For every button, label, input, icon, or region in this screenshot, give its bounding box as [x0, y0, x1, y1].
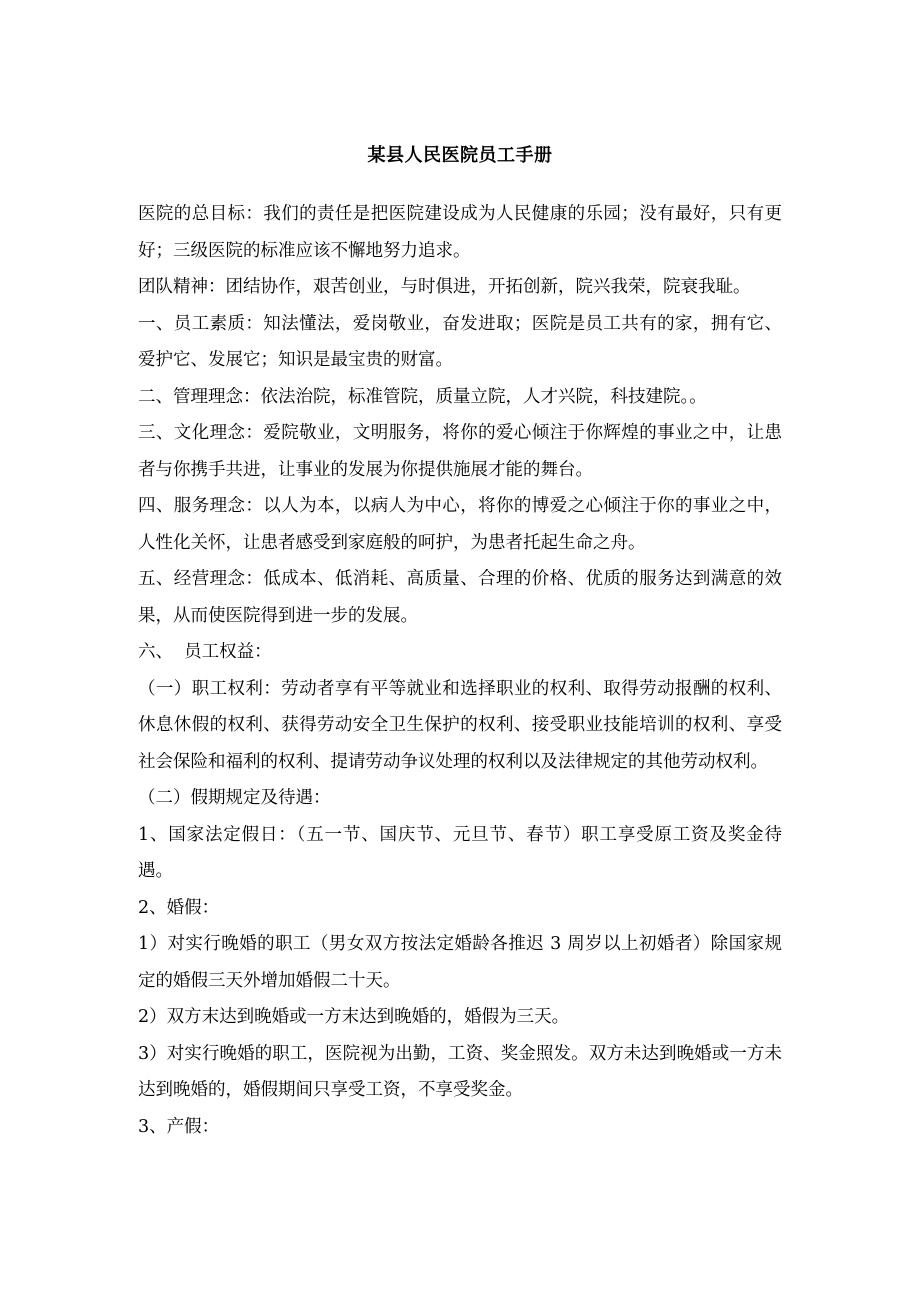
paragraph-staff-quality: 一、员工素质：知法懂法，爱岗敬业，奋发进取；医院是员工共有的家，拥有它、爱护它、发展它；知识是最宝贵的财富。 [138, 313, 782, 370]
document-body [138, 196, 782, 1145]
paragraph-general-goal: 医院的总目标：我们的责任是把医院建设成为人民健康的乐园；没有最好，只有更好；三级医院的标准应该不懈地努力追求。 [138, 204, 782, 261]
document-title: 某县人民医院员工手册 [367, 145, 553, 166]
paragraph-marriage-leave-2: 2）双方末达到晚婚或一方末达到晚婚的，婚假为三天。 [138, 1007, 570, 1027]
paragraph-marriage-leave-3: 3）对实行晚婚的职工，医院视为出勤，工资、奖金照发。双方未达到晚婚或一方未达到晚婚的，婚假期间只享受工资，不享受奖金。 [138, 1043, 782, 1100]
paragraph-business-concept: 五、经营理念：低成本、低消耗、高质量、合理的价格、优质的服务达到满意的效果，从而使医院得到进一步的发展。 [138, 569, 782, 626]
paragraph-staff-rights-heading: 六、 员工权益： [138, 642, 272, 662]
paragraph-management-concept: 二、管理理念：依法治院，标准管院，质量立院，人才兴院，科技建院。。 [138, 386, 707, 407]
paragraph-staff-rights: （一）职工权利：劳动者享有平等就业和选择职业的权利、取得劳动报酬的权利、休息休假的权利、获得劳动安全卫生保护的权利、接受职业技能培训的权利、享受社会保险和福利的权利、提请劳动争议处理的权利以及法律规定的其他劳动权利。 [138, 678, 782, 772]
paragraph-legal-holidays: 1、国家法定假日：（五一节、国庆节、元旦节、春节）职工享受原工资及奖金待遇。 [138, 824, 782, 881]
paragraph-team-spirit: 团队精神：团结协作，艰苦创业，与时俱进，开拓创新，院兴我荣，院衰我耻。 [138, 277, 751, 297]
paragraph-holiday-rules-heading: （二）假期规定及待遇： [138, 788, 331, 808]
paragraph-maternity-leave-heading: 3、产假： [138, 1116, 220, 1137]
paragraph-marriage-leave-heading: 2、婚假： [138, 897, 220, 918]
paragraph-marriage-leave-1: 1）对实行晚婚的职工（男女双方按法定婚龄各推迟 3 周岁以上初婚者）除国家规定的婚假三天外增加婚假二十天。 [138, 934, 782, 991]
paragraph-culture-concept: 三、文化理念：爱院敬业，文明服务，将你的爱心倾注于你辉煌的事业之中，让患者与你携手共进，让事业的发展为你提供施展才能的舞台。 [138, 423, 782, 480]
paragraph-service-concept: 四、服务理念：以人为本，以病人为中心，将你的博爱之心倾注于你的事业之中，人性化关怀，让患者感受到家庭般的呵护，为患者托起生命之舟。 [138, 496, 782, 553]
